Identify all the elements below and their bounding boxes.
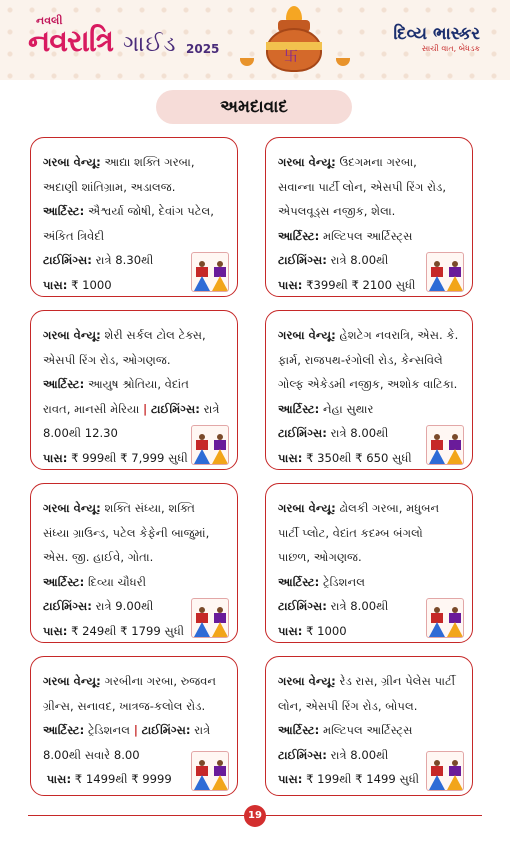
separator: |: [133, 723, 138, 737]
artist-text: અંકિત ત્રિવેદી: [43, 228, 105, 243]
garba-venue-card: [265, 656, 473, 796]
garba-venue-card: [265, 483, 473, 643]
venue-text: પાર્ટી પ્લોટ, વેદાંત કદમ્બ બંગલો: [278, 525, 423, 540]
artist-label: આર્ટિસ્ટ:: [43, 723, 85, 737]
pass-price: ₹ 999થી ₹ 7,999 સુધી: [71, 450, 188, 465]
pass-price: ₹399થી ₹ 2100 સુધી: [306, 277, 416, 292]
venue-text: ગોલ્ફ એકેડમી નજીક, અશોક વાટિકા.: [278, 377, 458, 391]
pass-label: પાસ:: [278, 277, 303, 292]
timing-text: રાત્રે 9.00થી: [95, 599, 154, 613]
pass-label: પાસ:: [43, 450, 68, 465]
venue-text: લોન, એસપી રિંગ રોડ, બોપલ.: [278, 698, 418, 713]
garba-venue-card: [265, 137, 473, 297]
garba-venue-card: [30, 483, 238, 643]
timing-label: ટાઈમિંગ્સ:: [150, 401, 200, 416]
venue-text: એસપી રિંગ રોડ, ઓગણજ.: [43, 352, 171, 367]
venue-text: ગરબીના ગરબા, રુજવન: [104, 674, 217, 688]
navratri-guide-logo: [28, 14, 228, 70]
garba-venue-card: [30, 656, 238, 796]
timing-label: ટાઈમિંગ્સ:: [141, 723, 191, 737]
pass-price: ₹ 1000: [71, 277, 112, 292]
timing-text: રાત્રે: [194, 723, 211, 737]
city-title: અમદાવાદ: [156, 90, 352, 124]
garba-dancers-icon: [426, 751, 464, 791]
timing-label: ટાઈમિંગ્સ:: [43, 599, 92, 613]
artist-label: આર્ટિસ્ટ:: [43, 377, 85, 391]
garba-dancers-icon: [426, 598, 464, 638]
pass-label: પાસ:: [43, 277, 68, 292]
logo-small-text: નવલી: [36, 14, 63, 27]
venue-label: ગરબા વેન્યૂ:: [43, 328, 101, 342]
venue-label: ગરબા વેન્યૂ:: [43, 501, 101, 515]
venue-text: હેશટેગ નવરાત્રિ, એસ. કે.: [339, 328, 459, 342]
venue-text: આદ્યા શક્તિ ગરબા,: [104, 155, 195, 169]
logo-main-text: નવરાત્રિ: [28, 24, 114, 59]
timing-text: રાત્રે 8.00થી: [330, 747, 389, 762]
venue-text: શેરી સર્કલ ટોલ ટેક્સ,: [104, 328, 206, 342]
timing-text: રાત્રે: [203, 401, 220, 416]
pass-label: પાસ:: [278, 623, 303, 638]
artist-text: દિવ્યા ચૌધરી: [87, 574, 147, 589]
venue-label: ગરબા વેન્યૂ:: [43, 674, 101, 688]
artist-label: આર્ટિસ્ટ:: [278, 574, 320, 589]
logo-guide-text: ગાઈડ: [123, 32, 177, 57]
venue-text: ઢોલકી ગરબા, મધુબન: [339, 501, 440, 515]
venue-text: એસ. જી. હાઈવે, ગોતા.: [43, 550, 154, 564]
pass-price: ₹ 1499થી ₹ 9999: [74, 772, 172, 786]
venue-text: સંધ્યા ગ્રાઉન્ડ, પટેલ કેફેની બાજુમાં,: [43, 525, 210, 540]
timing-text: રાત્રે 8.00થી: [330, 599, 389, 613]
venue-text: ઉદગમના ગરબા,: [339, 155, 417, 169]
garba-venue-card: [265, 310, 473, 470]
venue-text: પાછળ, ઓગણજ.: [278, 550, 362, 564]
garba-venue-card: [30, 310, 238, 470]
pass-price: ₹ 1000: [306, 623, 347, 638]
pass-label: પાસ:: [278, 772, 303, 786]
timing-label: ટાઈમિંગ્સ:: [43, 253, 92, 267]
garba-dancers-icon: [191, 598, 229, 638]
artist-text: રાવત, માનસી મેરિયા: [43, 401, 140, 416]
venue-text: રેડ રાસ, ગ્રીન પેલેસ પાર્ટી: [339, 674, 456, 688]
garba-venue-card: [30, 137, 238, 297]
timing-text: 8.00થી 12.30: [43, 426, 118, 440]
artist-label: આર્ટિસ્ટ:: [278, 228, 320, 243]
artist-text: નેહા સુથાર: [322, 401, 374, 416]
brand-tagline: સાચી વાત, બેધડક: [421, 44, 480, 53]
venue-text: અદાણી શાંતિગ્રામ, અડાલજ.: [43, 179, 176, 194]
artist-label: આર્ટિસ્ટ:: [43, 574, 85, 589]
garba-pot-icon: 卐: [256, 6, 332, 76]
venue-label: ગરબા વેન્યૂ:: [278, 155, 336, 169]
timing-text: 8.00થી સવારે 8.00: [43, 747, 140, 762]
brand-logo: [393, 24, 480, 54]
venue-label: ગરબા વેન્યૂ:: [43, 155, 101, 169]
artist-label: આર્ટિસ્ટ:: [43, 204, 85, 218]
artist-label: આર્ટિસ્ટ:: [278, 401, 320, 416]
timing-text: રાત્રે 8.30થી: [95, 253, 154, 267]
artist-text: ટ્રેડિશનલ: [322, 574, 366, 589]
pass-price: ₹ 350થી ₹ 650 સુધી: [306, 450, 412, 465]
header-banner: [0, 0, 510, 80]
garba-dancers-icon: [191, 751, 229, 791]
artist-text: ઐશ્વર્યા જોષી, દેવાંગ પટેલ,: [87, 204, 214, 218]
garba-dancers-icon: [191, 425, 229, 465]
timing-label: ટાઈમિંગ્સ:: [278, 253, 327, 267]
garba-dancers-icon: [191, 252, 229, 292]
venue-label: ગરબા વેન્યૂ:: [278, 501, 336, 515]
garba-dancers-icon: [426, 425, 464, 465]
timing-text: રાત્રે 8.00થી: [330, 426, 389, 440]
pass-label: પાસ:: [46, 772, 72, 786]
pass-price: ₹ 199થી ₹ 1499 સુધી: [306, 772, 420, 786]
pass-label: પાસ:: [43, 623, 68, 638]
venue-text: એપલવૂડ્સ નજીક, શેલા.: [278, 204, 396, 218]
page-number: 19: [244, 805, 266, 827]
venue-label: ગરબા વેન્યૂ:: [278, 328, 336, 342]
brand-name: દિવ્ય ભાસ્કર: [393, 24, 480, 44]
venue-text: શક્તિ સંધ્યા, શક્તિ: [104, 501, 195, 515]
pass-label: પાસ:: [278, 450, 303, 465]
timing-label: ટાઈમિંગ્સ:: [278, 599, 327, 613]
artist-label: આર્ટિસ્ટ:: [278, 723, 320, 737]
timing-text: રાત્રે 8.00થી: [330, 253, 389, 267]
logo-year: 2025: [186, 42, 220, 56]
timing-label: ટાઈમિંગ્સ:: [278, 426, 327, 440]
timing-label: ટાઈમિંગ્સ:: [278, 747, 327, 762]
artist-text: ટ્રેડિશનલ: [87, 723, 131, 737]
venue-label: ગરબા વેન્યૂ:: [278, 674, 336, 688]
artist-text: આયુષ શ્રોતિયા, વેદાંત: [87, 377, 189, 391]
venue-text: ગ્રીન્સ, સનાવદ, ખાત્રજ-કલોલ રોડ.: [43, 698, 206, 713]
pass-price: ₹ 249થી ₹ 1799 સુધી: [71, 623, 185, 638]
garba-dancers-icon: [426, 252, 464, 292]
artist-text: મલ્ટિપલ આર્ટિસ્ટ્સ: [322, 723, 413, 737]
venue-text: ફાર્મ, રાજપથ-રંગોલી રોડ, કેન્સવિલે: [278, 352, 443, 367]
separator: |: [143, 401, 148, 416]
venue-text: સવાન્ના પાર્ટી લોન, એસપી રિંગ રોડ,: [278, 179, 447, 194]
artist-text: મલ્ટિપલ આર્ટિસ્ટ્સ: [322, 228, 413, 243]
